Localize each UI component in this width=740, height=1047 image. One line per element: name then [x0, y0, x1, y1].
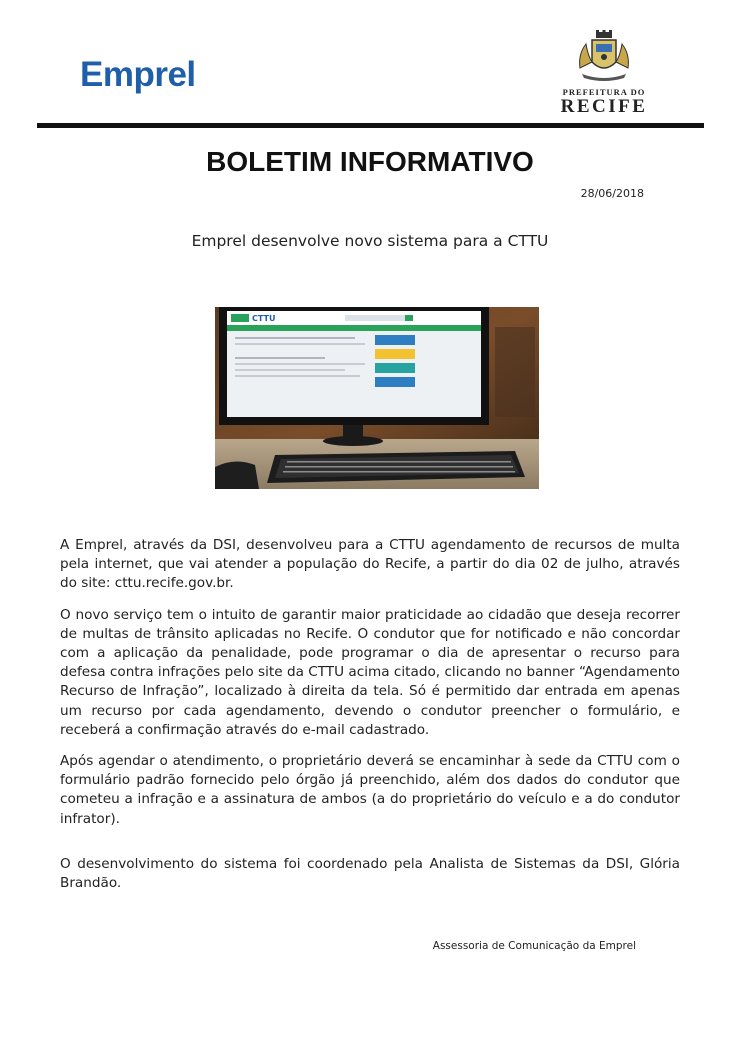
coat-of-arms-icon [574, 30, 634, 82]
header-divider [37, 123, 704, 128]
paragraph: Após agendar o atendimento, o proprietário deverá se encaminhar à sede da CTTU com o formulário padrão fornecido pelo órgão já preenchido, além dos dados do condutor que cometeu a infração e a assinatura de ambos (a do proprietário do veículo e a do condutor infrator). [60, 753, 680, 827]
prefeitura-text: PREFEITURA DO [562, 87, 646, 97]
cttu-monitor-photo [215, 307, 539, 489]
prefeitura-recife-logo [548, 30, 660, 116]
screen-logo-text: CTTU [252, 314, 276, 323]
bulletin-subtitle: Emprel desenvolve novo sistema para a CTTU [191, 232, 549, 250]
emprel-logo: Emprel [80, 55, 196, 94]
article-body [60, 536, 680, 905]
bulletin-title: BOLETIM INFORMATIVO [206, 146, 534, 177]
bulletin-date: 28/06/2018 [580, 187, 644, 200]
paragraph: A Emprel, através da DSI, desenvolveu para a CTTU agendamento de recursos de multa pela internet, que vai atender a população do Recife, a partir do dia 02 de julho, através do site: cttu.recife.gov.br. [60, 537, 680, 592]
signature: Assessoria de Comunicação da Emprel [432, 940, 636, 952]
paragraph: O novo serviço tem o intuito de garantir maior praticidade ao cidadão que deseja recorrer de multas de trânsito aplicadas no Recife. O condutor que for notificado e não concordar com a aplicação da penalidade, pode programar o dia de apresentar o recurso para defesa contra infrações pelo site da CTTU acima citado, clicando no banner “Agendamento Recurso de Infração”, localizado à direita da tela. Só é permitido dar entrada em apenas um recurso por cada agendamento, devendo o condutor preencher o formulário, e receberá a confirmação através do e-mail cadastrado. [60, 606, 680, 738]
recife-text: RECIFE [560, 96, 648, 117]
paragraph: O desenvolvimento do sistema foi coordenado pela Analista de Sistemas da DSI, Glória Brandão. [60, 855, 680, 892]
